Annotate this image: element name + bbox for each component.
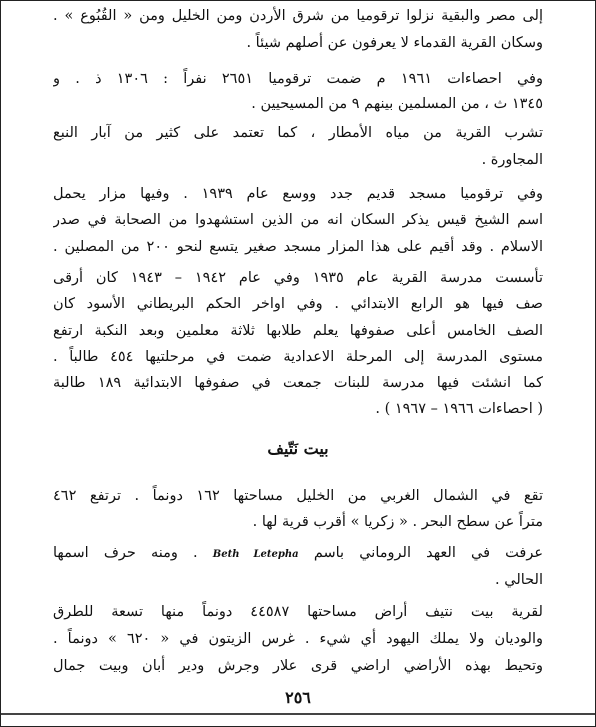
text-line (53, 542, 543, 564)
text-line: لقرية بيت نتيف أراض مساحتها ٤٤٥٨٧ دونماً منها تسعة للطرق (53, 604, 543, 620)
text-line: مستوى المدرسة إلى المرحلة الاعدادية ضمت في مرحلتيها ٤٥٤ طالباً . (53, 349, 543, 365)
text-line: ( احصاءات ١٩٦٦ – ١٩٦٧ ) . (375, 401, 543, 417)
section-heading: بيت نَتّيف (267, 439, 329, 458)
text-line: وفي احصاءات ١٩٦١ م ضمت ترقوميا ٢٦٥١ نفراً : ١٣٠٦ ذ . و (53, 71, 543, 87)
text-line: متراً عن سطح البحر . « زكريا » أقرب قرية لها . (252, 514, 543, 530)
text-line: ١٣٤٥ ث ، من المسلمين بينهم ٩ من المسيحيين . (251, 96, 543, 112)
text-line: المجاورة . (481, 152, 543, 168)
text-line: وفي ترقوميا مسجد قديم جدد ووسع عام ١٩٣٩ . وفيها مزار يحمل (53, 186, 543, 202)
text-line: تأسست مدرسة القرية عام ١٩٣٥ وفي عام ١٩٤٢ – ١٩٤٣ كان أرقى (53, 270, 543, 286)
latin-place-name: Beth Letepha (212, 549, 299, 560)
text-line: والوديان ولا يملك اليهود أي شيء . غرس الزيتون في « ٦٢٠ » دونماً . (53, 631, 543, 647)
text-line: الاسلام . وقد أقيم على هذا المزار مسجد صغير يتسع لنحو ٢٠٠ من المصلين . (53, 239, 543, 255)
text-line: وتحيط بهذه الأراضي اراضي قرى علار وجرش ودير أبان وبيت جمال (53, 658, 543, 674)
text-run: . ومنه حرف اسمها (53, 545, 198, 561)
text-line: الحالي . (495, 572, 543, 588)
text-line: وسكان القرية القدماء لا يعرفون عن أصلهم شيئاً . (246, 35, 543, 51)
text-run: عرفت في العهد الروماني باسم (313, 545, 543, 561)
page-number: ٢٥٦ (285, 688, 311, 707)
text-line: الصف الخامس أعلى صفوفها يعلم طلابها ثلاثة معلمين وبعد النكبة ارتفع (53, 323, 543, 339)
text-line: تشرب القرية من مياه الأمطار ، كما تعتمد على كثير من آبار النبع (53, 125, 543, 141)
text-line: اسم الشيخ قيس يذكر السكان انه من الذين استشهدوا من الصحابة في صدر (53, 212, 543, 228)
frame-divider (1, 713, 595, 715)
text-line: كما انشئت فيها مدرسة للبنات جمعت في صفوفها الابتدائية ١٨٩ طالبة (53, 375, 543, 391)
text-line: إلى مصر والبقية نزلوا ترقوميا من شرق الأردن ومن الخليل ومن « القُبُوع » . (53, 8, 543, 24)
text-line: تقع في الشمال الغربي من الخليل مساحتها ١٦٢ دونماً . ترتفع ٤٦٢ (53, 488, 543, 504)
text-line: صف فيها هو الرابع الابتدائي . وفي اواخر الحكم البريطاني الأسود كان (53, 296, 543, 312)
